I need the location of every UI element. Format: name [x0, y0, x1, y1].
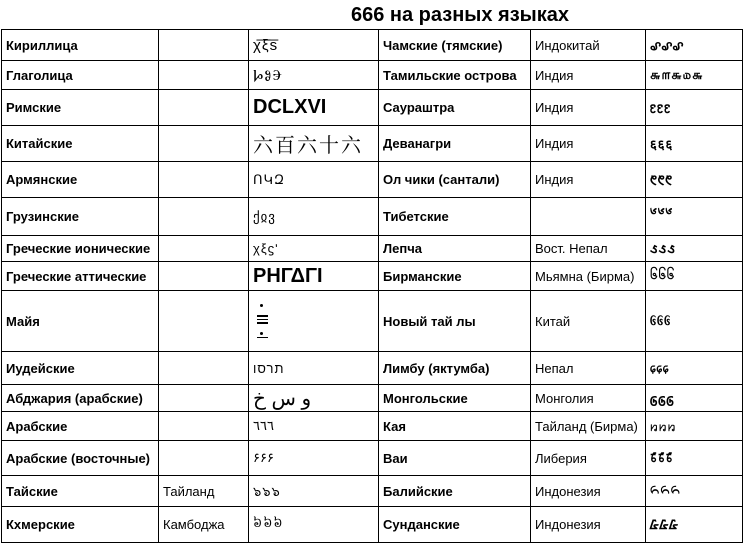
language-name: Тайские — [2, 476, 159, 507]
numeral-666: ᠖᠖᠖ — [646, 385, 743, 412]
language-region: Камбоджа — [159, 507, 249, 543]
language-name: Бирманские — [379, 262, 531, 291]
language-region: Тайланд — [159, 476, 249, 507]
language-name: Глаголица — [2, 61, 159, 90]
language-name: Монгольские — [379, 385, 531, 412]
maya-dot-icon — [260, 304, 263, 307]
language-region: Китай — [531, 291, 646, 352]
numeral-666: ꘦꘦꘦ — [646, 441, 743, 476]
numeral-666: 六百六十六 — [249, 126, 379, 162]
numeral-666: ꤆꤆꤆ — [646, 412, 743, 441]
language-name: Ол чики (сантали) — [379, 162, 531, 198]
numeral-666: ६६६ — [646, 126, 743, 162]
maya-three-bars-icon — [257, 315, 268, 324]
numeral-666: ᭖᭖᭖ — [646, 476, 743, 507]
language-name: Сунданские — [379, 507, 531, 543]
language-name: Греческие аттические — [2, 262, 159, 291]
language-name: Римские — [2, 90, 159, 126]
language-name: Деванагри — [379, 126, 531, 162]
language-name: Ваи — [379, 441, 531, 476]
language-region — [159, 198, 249, 236]
table-row — [2, 61, 743, 90]
language-name: Армянские — [2, 162, 159, 198]
language-name: Кхмерские — [2, 507, 159, 543]
numeral-666: ᱆᱆᱆ — [646, 236, 743, 262]
language-name: Лимбу (яктумба) — [379, 352, 531, 385]
language-name: Саураштра — [379, 90, 531, 126]
language-region — [159, 162, 249, 198]
page-title: 666 на разных языках — [351, 4, 569, 26]
numeral-666: ၆၆၆ — [646, 262, 743, 291]
language-region: Либерия — [531, 441, 646, 476]
language-region — [159, 441, 249, 476]
table-row — [2, 291, 743, 352]
maya-dot-bar-icon — [257, 332, 268, 339]
table-row — [2, 476, 743, 507]
language-region: Индия — [531, 90, 646, 126]
table-row — [2, 126, 743, 162]
numeral-666: ๖๖๖ — [249, 476, 379, 507]
language-region — [159, 352, 249, 385]
numeral-666: ༦༦༦ — [646, 198, 743, 236]
language-name: Чамские (тямские) — [379, 30, 531, 61]
language-name: Балийские — [379, 476, 531, 507]
language-name: Грузинские — [2, 198, 159, 236]
language-name: Иудейские — [2, 352, 159, 385]
language-region: Индонезия — [531, 476, 646, 507]
numeral-666: תרסו — [249, 352, 379, 385]
language-region — [159, 291, 249, 352]
language-region: Монголия — [531, 385, 646, 412]
numeral-666: ΡΗΓΔΓΙ — [249, 262, 379, 291]
language-name: Новый тай лы — [379, 291, 531, 352]
language-name: Арабские (восточные) — [2, 441, 159, 476]
table-row — [2, 507, 743, 543]
numeral-666: ៦៦៦ — [249, 507, 379, 543]
language-region — [159, 262, 249, 291]
table-row — [2, 198, 743, 236]
numeral-666: ՈԿԶ — [249, 162, 379, 198]
numeral-666: χξϛʹ — [249, 236, 379, 262]
table-row — [2, 262, 743, 291]
language-region: Вост. Непал — [531, 236, 646, 262]
numeral-666: ꣖꣖꣖ — [646, 90, 743, 126]
table-row — [2, 236, 743, 262]
language-region — [531, 198, 646, 236]
table-row — [2, 30, 743, 61]
language-name: Тамильские острова — [379, 61, 531, 90]
numeral-666: ٦٦٦ — [249, 412, 379, 441]
numeral-666: ⰘⰑⰅ — [249, 61, 379, 90]
language-region: Мьямна (Бирма) — [531, 262, 646, 291]
numeral-666: DCLXVI — [249, 90, 379, 126]
numeral-666: χ͞ξ͞ѕ — [249, 30, 379, 61]
numeral-666: ۶۶۶ — [249, 441, 379, 476]
language-name: Абджария (арабские) — [2, 385, 159, 412]
language-region — [159, 126, 249, 162]
language-name: Тибетские — [379, 198, 531, 236]
numeral-666: ᮶᮶᮶ — [646, 507, 743, 543]
table-row — [2, 90, 743, 126]
language-name: Кириллица — [2, 30, 159, 61]
table-row — [2, 412, 743, 441]
numeral-666: ᱖᱖᱖ — [646, 162, 743, 198]
language-region: Тайланд (Бирма) — [531, 412, 646, 441]
language-name: Арабские — [2, 412, 159, 441]
numeral-666: ꩖꩖꩖ — [646, 30, 743, 61]
maya-numeral-666 — [249, 291, 379, 352]
language-region — [159, 236, 249, 262]
language-name: Греческие ионические — [2, 236, 159, 262]
language-name: Китайские — [2, 126, 159, 162]
language-region: Непал — [531, 352, 646, 385]
numeral-666: ქჲვ — [249, 198, 379, 236]
language-region: Индия — [531, 126, 646, 162]
table-row — [2, 441, 743, 476]
language-name: Майя — [2, 291, 159, 352]
table-row — [2, 352, 743, 385]
numeral-666: ௬௱௬௰௬ — [646, 61, 743, 90]
table-row — [2, 162, 743, 198]
language-region — [159, 61, 249, 90]
language-region — [159, 90, 249, 126]
numerals-table — [1, 29, 743, 543]
language-region: Индия — [531, 162, 646, 198]
numeral-666: ᧖᧖᧖ — [646, 291, 743, 352]
language-region — [159, 30, 249, 61]
numeral-666: ᥌᥌᥌ — [646, 352, 743, 385]
language-region — [159, 412, 249, 441]
language-name: Кая — [379, 412, 531, 441]
language-region: Индия — [531, 61, 646, 90]
numeral-666: و س خ — [249, 385, 379, 412]
table-row — [2, 385, 743, 412]
language-name: Лепча — [379, 236, 531, 262]
language-region: Индокитай — [531, 30, 646, 61]
language-region: Индонезия — [531, 507, 646, 543]
language-region — [159, 385, 249, 412]
